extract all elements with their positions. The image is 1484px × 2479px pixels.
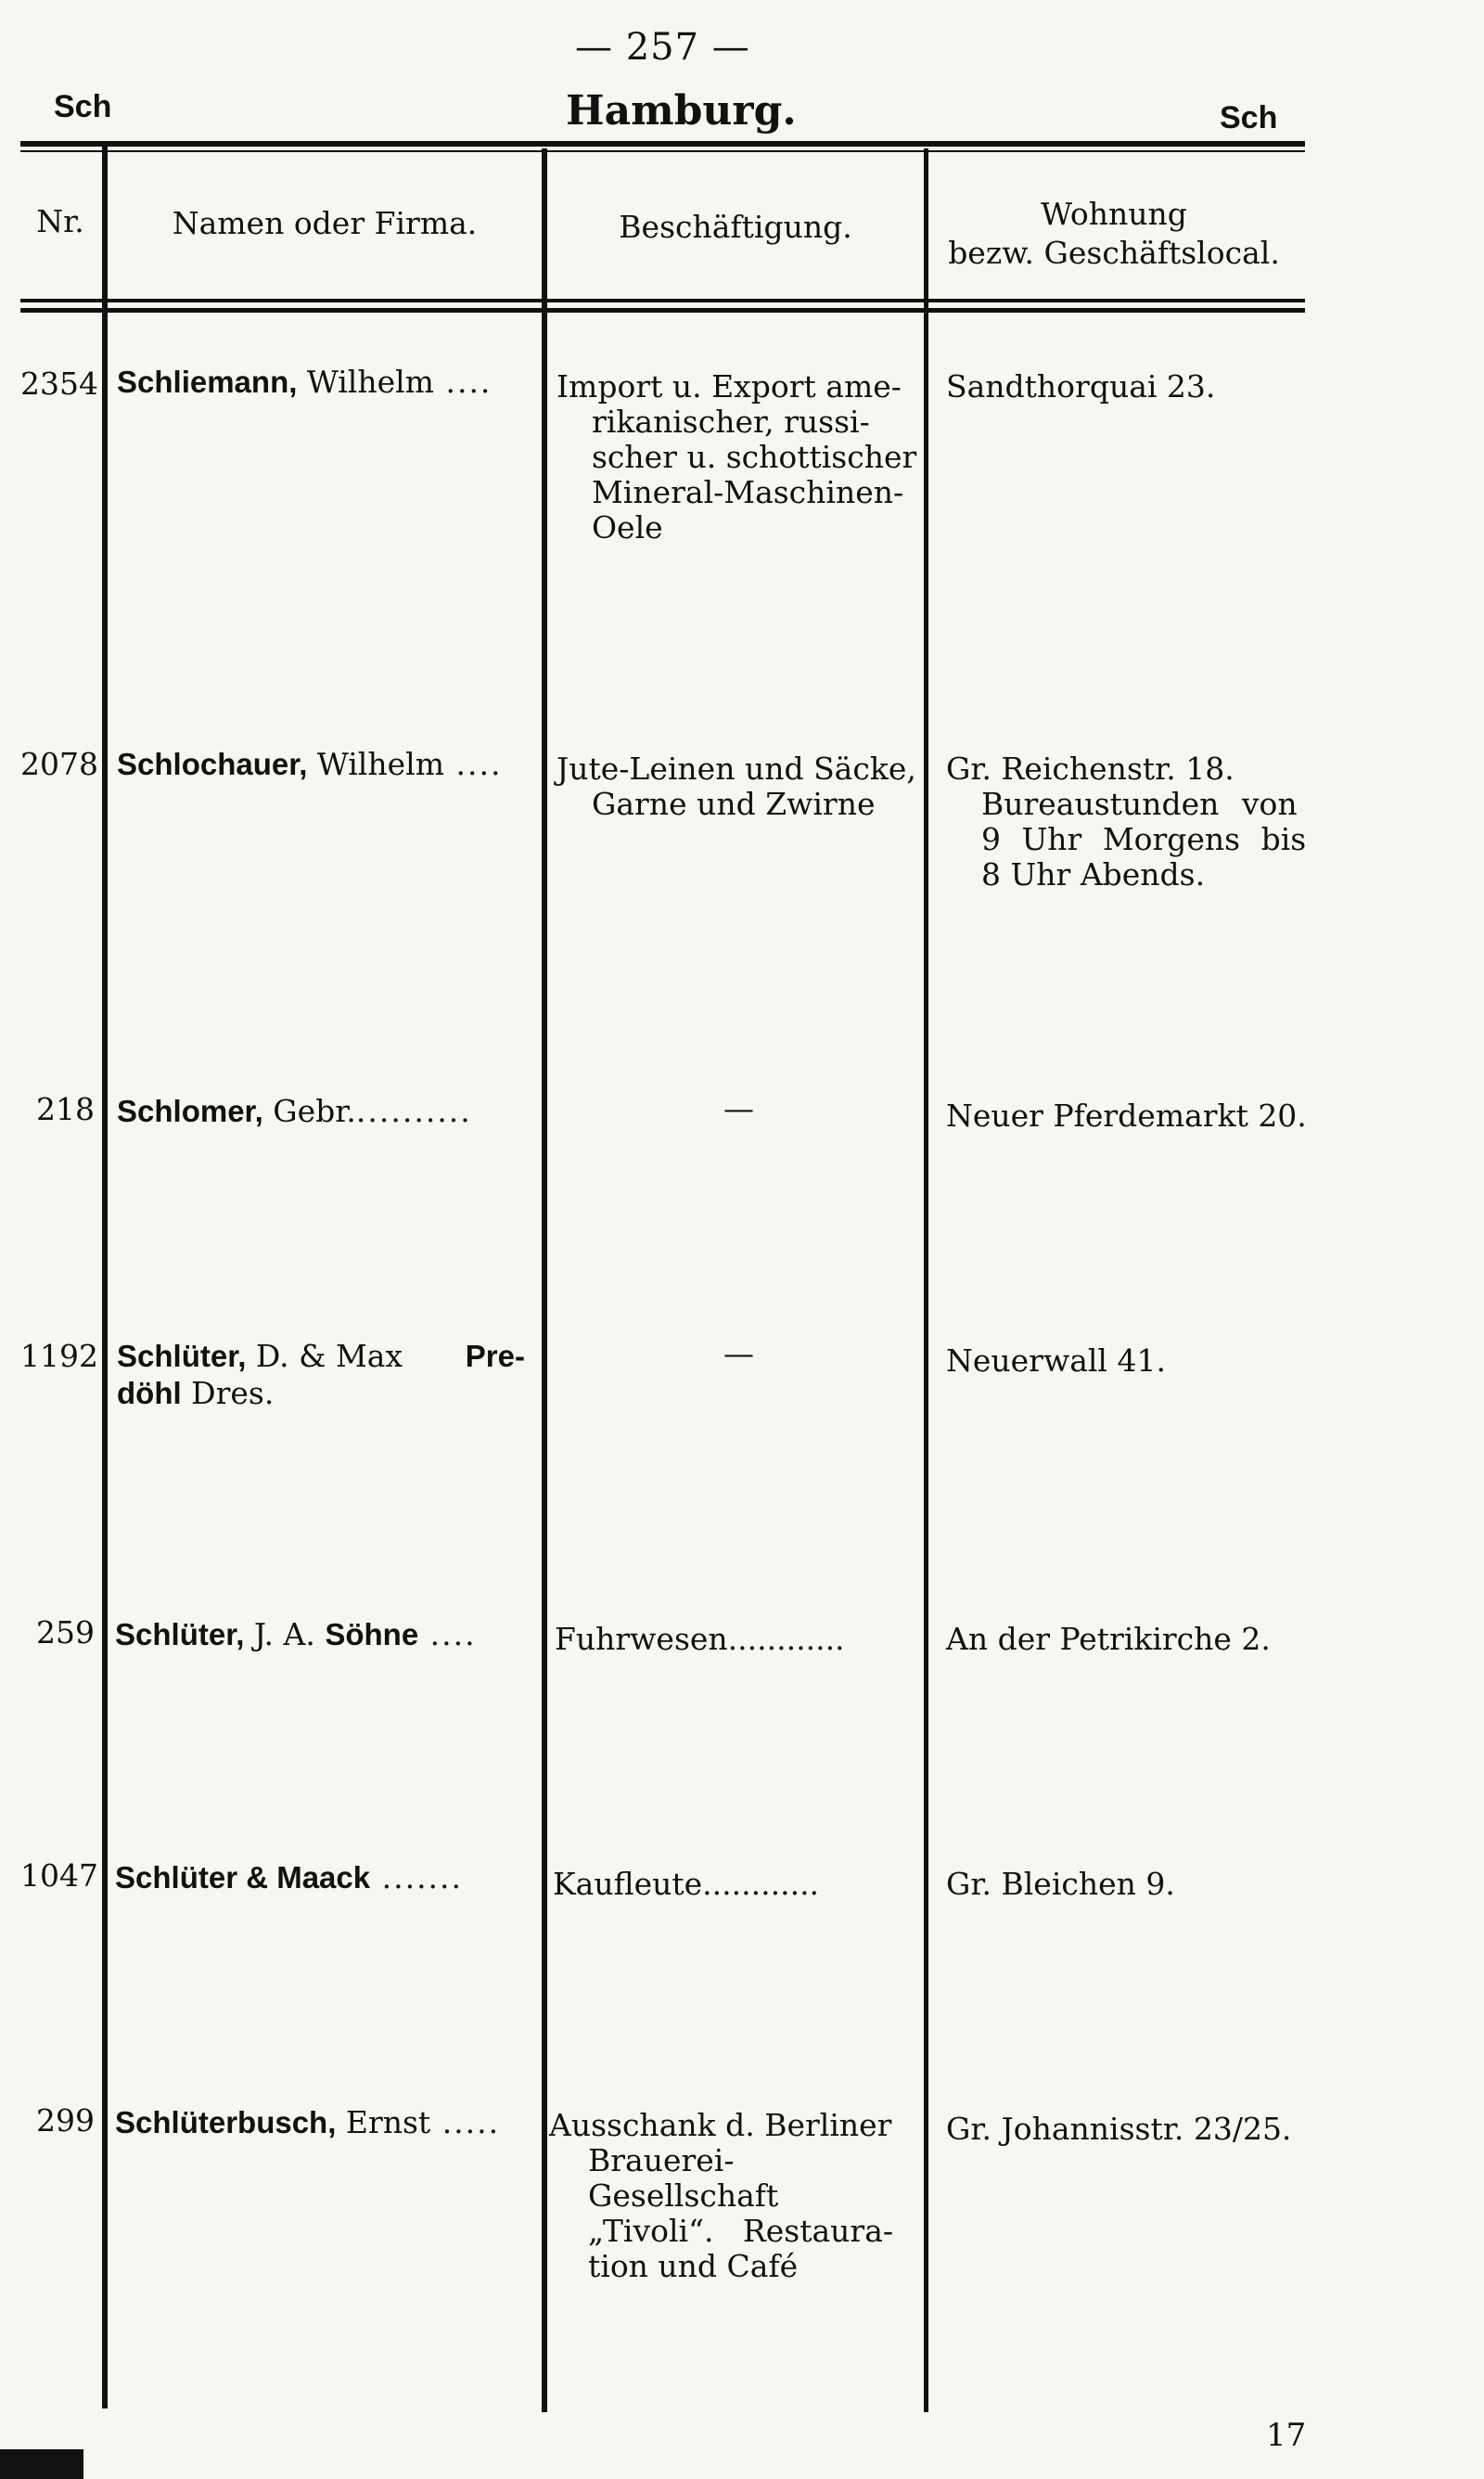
column-header-address <box>928 195 1299 273</box>
occupation-line: Garne und Zwirne <box>592 786 876 822</box>
entry-name <box>117 364 540 401</box>
entry-given-name: J. A. <box>244 1616 326 1652</box>
entry-occupation <box>723 1091 754 1126</box>
address-line: An der Petrikirche 2. <box>946 1621 1271 1657</box>
entry-nr: 259 <box>36 1614 95 1651</box>
entry-address <box>946 1867 1308 1902</box>
entry-given-name: Wilhelm <box>307 746 444 782</box>
entry-surname: Schlüter & Maack <box>115 1860 371 1895</box>
occupation-line: scher u. schottischer <box>592 439 917 475</box>
entry-given-name: Wilhelm <box>297 364 434 400</box>
signature-mark: 17 <box>1266 2417 1307 2454</box>
entry-title: Dres. <box>181 1375 275 1411</box>
address-line: Bureaustunden von <box>981 786 1298 822</box>
occupation-line: Mineral-Maschinen- <box>592 474 904 510</box>
column-header-nr: Nr. <box>36 203 84 239</box>
entry-occupation <box>553 1867 920 1902</box>
column-rule-3 <box>924 148 928 2412</box>
running-head-left: Sch <box>54 89 112 124</box>
address-line: Neuerwall 41. <box>946 1342 1166 1379</box>
entry-address <box>946 369 1308 405</box>
entry-leader: .... <box>433 364 493 400</box>
occupation-line: Jute-Leinen und Säcke, <box>556 751 916 787</box>
entry-leader: .......... <box>355 1093 472 1129</box>
entry-address <box>946 1098 1308 1134</box>
entry-occupation <box>723 1336 754 1371</box>
address-line: Sandthorquai 23. <box>946 368 1216 405</box>
entry-address <box>946 751 1308 893</box>
entry-name <box>117 1093 540 1130</box>
address-line: 8 Uhr Abends. <box>981 856 1206 893</box>
occupation-line: — <box>723 1090 754 1126</box>
entry-leader: .... <box>444 746 503 782</box>
entry-surname: Schlomer, <box>117 1094 263 1128</box>
occupation-line: Kaufleute............ <box>553 1866 820 1902</box>
column-rule-1 <box>102 145 108 2408</box>
address-line: Gr. Bleichen 9. <box>946 1866 1175 1902</box>
scan-edge-mark <box>0 2449 83 2479</box>
entry-surname-end: döhl <box>117 1376 182 1410</box>
entry-leader: .... <box>418 1616 477 1652</box>
entry-address <box>946 1622 1308 1657</box>
entry-name <box>115 2104 538 2141</box>
running-head-right: Sch <box>1220 100 1278 135</box>
entry-name <box>117 746 540 783</box>
entry-nr: 2354 <box>20 366 98 402</box>
entry-leader: ..... <box>430 2104 501 2140</box>
column-header-occupation: Beschäftigung. <box>619 209 852 245</box>
top-rule-thin <box>20 150 1305 152</box>
entry-name-line <box>117 1375 525 1412</box>
occupation-line: Brauerei-Gesellschaft <box>588 2142 779 2214</box>
column-header-address-line2: bezw. Geschäftslocal. <box>948 235 1280 271</box>
address-line: 9 Uhr Morgens bis <box>981 821 1307 857</box>
column-header-name: Namen oder Firma. <box>172 205 478 241</box>
entry-name-line <box>117 1338 525 1375</box>
entry-occupation <box>556 369 920 546</box>
occupation-line: „Tivoli“. Restaura- <box>588 2213 894 2249</box>
entry-given-name: D. & Max <box>246 1338 403 1374</box>
entry-surname: Schlüter, <box>115 1617 245 1651</box>
address-line: Neuer Pferdemarkt 20. <box>946 1098 1307 1134</box>
entry-given-name: Ernst <box>336 2104 431 2140</box>
column-rule-2 <box>542 148 547 2412</box>
entry-address <box>946 1343 1308 1379</box>
entry-surname: Schlüter, <box>117 1339 247 1373</box>
top-rule <box>20 141 1305 147</box>
entry-nr: 2078 <box>20 746 98 782</box>
city-title: Hamburg. <box>566 87 797 135</box>
occupation-line: Oele <box>592 509 663 546</box>
entry-nr: 1192 <box>20 1338 98 1374</box>
entry-leader: ....... <box>370 1859 464 1895</box>
entry-surname-continued: Pre- <box>465 1339 525 1373</box>
entry-occupation <box>555 1622 920 1657</box>
page-number: — 257 — <box>575 26 750 69</box>
entry-given-name: Gebr. <box>262 1093 356 1129</box>
entry-surname-continued: Söhne <box>325 1617 419 1651</box>
entry-occupation <box>556 751 920 822</box>
occupation-line: — <box>723 1335 754 1371</box>
entry-surname: Schliemann, <box>117 365 298 399</box>
address-line: Gr. Johannisstr. 23/25. <box>946 2111 1292 2147</box>
entry-nr: 218 <box>36 1091 95 1127</box>
entry-name <box>115 1616 538 1653</box>
occupation-line: rikanischer, russi- <box>592 404 870 440</box>
occupation-line: Ausschank d. Berliner <box>549 2107 892 2143</box>
occupation-line: Fuhrwesen............ <box>555 1621 845 1657</box>
header-rule <box>20 299 1305 302</box>
entry-nr: 299 <box>36 2102 95 2139</box>
header-rule-thin <box>20 308 1305 313</box>
occupation-line: tion und Café <box>588 2248 799 2284</box>
entry-name <box>117 1338 525 1412</box>
entry-nr: 1047 <box>20 1857 98 1894</box>
column-header-address-line1: Wohnung <box>1041 196 1187 232</box>
entry-address <box>946 2112 1308 2147</box>
occupation-line: Import u. Export ame- <box>556 368 902 405</box>
entry-occupation <box>549 2108 920 2284</box>
entry-name <box>115 1859 538 1896</box>
entry-surname: Schlüterbusch, <box>115 2105 337 2139</box>
entry-surname: Schlochauer, <box>117 747 308 781</box>
address-line: Gr. Reichenstr. 18. <box>946 751 1235 787</box>
